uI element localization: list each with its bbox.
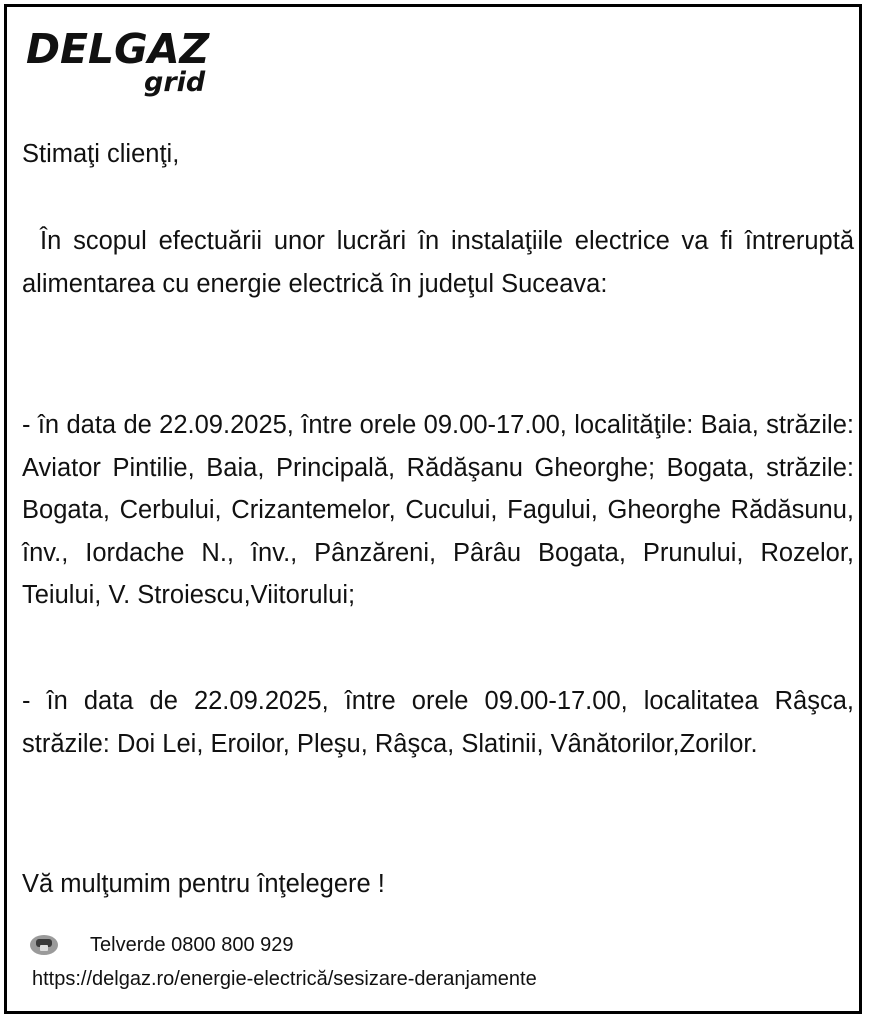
outage-item-2: - în data de 22.09.2025, între orele 09.00-17.00, localitatea Râşca, străzile: Doi Lei, Eroilor, Pleşu, Râşca, Slatinii, Vânătorilor,Zorilor. xyxy=(22,687,854,758)
telephone-icon xyxy=(30,935,58,955)
phone-row xyxy=(30,930,630,960)
logo-brand: DELGAZ xyxy=(26,25,210,73)
greeting: Stimaţi clienţi, xyxy=(22,140,180,168)
intro-paragraph-block xyxy=(22,220,854,305)
report-url[interactable]: https://delgaz.ro/energie-electrică/sesizare-deranjamente xyxy=(32,968,537,990)
logo-sub: grid xyxy=(144,67,206,98)
intro-paragraph: În scopul efectuării unor lucrări în instalaţiile electrice va fi întreruptă alimentarea cu energie electrică în judeţul Suceava: xyxy=(22,227,854,298)
outage-item-2-block xyxy=(22,680,854,765)
outage-item-1: - în data de 22.09.2025, între orele 09.00-17.00, localităţile: Baia, străzile: Aviator Pintilie, Baia, Principală, Rădăşanu Gheorghe; Bogata, străzile: Bogata, Cerbului, Crizantemelor, Cucului, Fagului, Gheorghe Rădăsunu, înv., Iordache N., înv., Pânzăreni, Pârâu Bogata, Prunului, Rozelor, Teiului, V. Stroiescu,Viitorului; xyxy=(22,411,854,609)
outage-item-1-block xyxy=(22,404,854,617)
thanks-line: Vă mulţumim pentru înţelegere ! xyxy=(22,870,385,898)
delgaz-grid-logo xyxy=(26,26,226,106)
phone-number: Telverde 0800 800 929 xyxy=(90,933,294,956)
